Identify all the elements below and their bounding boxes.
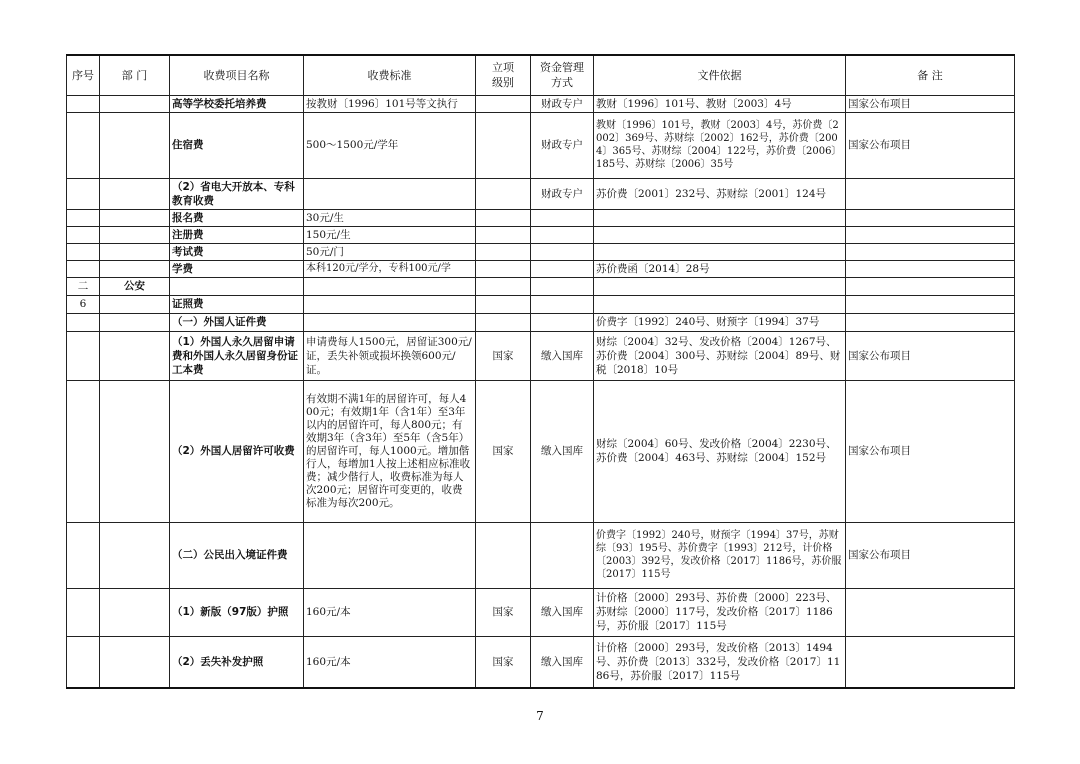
table-row	[67, 112, 1015, 178]
cell-level	[476, 226, 531, 243]
cell-note	[846, 209, 1015, 226]
cell-basis	[594, 209, 846, 226]
fee-schedule-table	[66, 54, 1015, 689]
cell-basis: 苏价费〔2001〕232号、苏财综〔2001〕124号	[594, 178, 846, 209]
table-row	[67, 588, 1015, 636]
table-row	[67, 243, 1015, 260]
cell-basis	[594, 277, 846, 295]
cell-note: 国家公布项目	[846, 380, 1015, 522]
cell-dept	[100, 588, 170, 636]
table-row	[67, 295, 1015, 313]
cell-basis	[594, 243, 846, 260]
cell-level	[476, 112, 531, 178]
cell-note	[846, 588, 1015, 636]
cell-note	[846, 636, 1015, 688]
cell-note: 国家公布项目	[846, 331, 1015, 380]
cell-seq: 6	[67, 295, 100, 313]
cell-standard: 有效期不满1年的居留许可，每人400元；有效期1年（含1年）至3年以内的居留许可，每人800元；有效期3年（含3年）至5年（含5年）的居留许可，每人1000元。增加偕行人，每增加1人按上述相应标准收费；减少偕行人，收费标准为每人次200元；居留许可变更的，收费标准为每次200元。	[304, 380, 476, 522]
cell-fund: 缴入国库	[531, 636, 594, 688]
cell-name: 高等学校委托培养费	[170, 95, 304, 112]
cell-dept	[100, 313, 170, 331]
cell-fund	[531, 260, 594, 277]
cell-seq: 二	[67, 277, 100, 295]
cell-seq	[67, 522, 100, 588]
table-header-row	[67, 55, 1015, 95]
cell-standard	[304, 522, 476, 588]
cell-name: 证照费	[170, 295, 304, 313]
cell-standard	[304, 295, 476, 313]
cell-standard: 150元/生	[304, 226, 476, 243]
cell-name	[170, 277, 304, 295]
cell-fund	[531, 313, 594, 331]
cell-standard: 500～1500元/学年	[304, 112, 476, 178]
cell-note	[846, 313, 1015, 331]
header-fund: 资金管理 方式	[531, 55, 594, 95]
cell-name: 注册费	[170, 226, 304, 243]
cell-level	[476, 313, 531, 331]
cell-basis: 价费字〔1992〕240号、财预字〔1994〕37号	[594, 313, 846, 331]
cell-note: 国家公布项目	[846, 95, 1015, 112]
cell-dept	[100, 295, 170, 313]
cell-dept	[100, 112, 170, 178]
cell-seq	[67, 636, 100, 688]
cell-level: 国家	[476, 380, 531, 522]
cell-level	[476, 295, 531, 313]
cell-name: （1）新版（97版）护照	[170, 588, 304, 636]
cell-name: 学费	[170, 260, 304, 277]
cell-seq	[67, 178, 100, 209]
cell-standard: 160元/本	[304, 636, 476, 688]
header-seq: 序号	[67, 55, 100, 95]
cell-standard: 50元/门	[304, 243, 476, 260]
page-number: 7	[536, 709, 544, 723]
cell-basis: 计价格〔2000〕293号，发改价格〔2013〕1494号、苏价费〔2013〕332号，发改价格〔2017〕1186号，苏价服〔2017〕115号	[594, 636, 846, 688]
cell-level	[476, 95, 531, 112]
cell-fund	[531, 243, 594, 260]
cell-fund	[531, 522, 594, 588]
header-basis: 文件依据	[594, 55, 846, 95]
cell-name: （二）公民出入境证件费	[170, 522, 304, 588]
table-row	[67, 331, 1015, 380]
cell-seq	[67, 313, 100, 331]
cell-name: 住宿费	[170, 112, 304, 178]
table-row	[67, 209, 1015, 226]
cell-note	[846, 226, 1015, 243]
table-row	[67, 277, 1015, 295]
cell-seq	[67, 380, 100, 522]
cell-level	[476, 178, 531, 209]
cell-level	[476, 243, 531, 260]
cell-basis	[594, 295, 846, 313]
cell-seq	[67, 588, 100, 636]
cell-basis: 教财〔1996〕101号，教财〔2003〕4号，苏价费〔2002〕369号、苏财综〔2002〕162号，苏价费〔2004〕365号、苏财综〔2004〕122号，苏价费〔2006〕185号、苏财综〔2006〕35号	[594, 112, 846, 178]
cell-name: （一）外国人证件费	[170, 313, 304, 331]
cell-standard: 按教财〔1996〕101号等文执行	[304, 95, 476, 112]
cell-seq	[67, 112, 100, 178]
cell-standard: 30元/生	[304, 209, 476, 226]
cell-seq	[67, 260, 100, 277]
cell-standard	[304, 277, 476, 295]
table-row	[67, 178, 1015, 209]
table-row	[67, 260, 1015, 277]
table-row	[67, 226, 1015, 243]
cell-basis: 苏价费函〔2014〕28号	[594, 260, 846, 277]
cell-name: （1）外国人永久居留申请费和外国人永久居留身份证工本费	[170, 331, 304, 380]
cell-name: （2）外国人居留许可收费	[170, 380, 304, 522]
cell-standard	[304, 178, 476, 209]
cell-standard: 申请费每人1500元，居留证300元/证，丢失补领或损坏换领600元/证。	[304, 331, 476, 380]
header-name: 收费项目名称	[170, 55, 304, 95]
header-standard: 收费标准	[304, 55, 476, 95]
cell-dept: 公安	[100, 277, 170, 295]
cell-level	[476, 277, 531, 295]
cell-note	[846, 243, 1015, 260]
cell-seq	[67, 226, 100, 243]
cell-level	[476, 522, 531, 588]
cell-basis	[594, 226, 846, 243]
cell-standard	[304, 313, 476, 331]
cell-dept	[100, 209, 170, 226]
cell-name: 考试费	[170, 243, 304, 260]
cell-basis: 价费字〔1992〕240号，财预字〔1994〕37号，苏财综〔93〕195号、苏价费字〔1993〕212号，计价格〔2003〕392号，发改价格〔2017〕1186号，苏价服〔2017〕115号	[594, 522, 846, 588]
header-note: 备 注	[846, 55, 1015, 95]
cell-standard: 本科120元/学分，专科100元/学	[304, 260, 476, 277]
cell-note	[846, 277, 1015, 295]
table-row	[67, 313, 1015, 331]
table-row	[67, 95, 1015, 112]
cell-fund: 财政专户	[531, 112, 594, 178]
cell-dept	[100, 636, 170, 688]
cell-seq	[67, 331, 100, 380]
table-row	[67, 636, 1015, 688]
cell-basis: 计价格〔2000〕293号、苏价费〔2000〕223号、苏财综〔2000〕117号，发改价格〔2017〕1186号，苏价服〔2017〕115号	[594, 588, 846, 636]
cell-fund: 缴入国库	[531, 331, 594, 380]
cell-level: 国家	[476, 588, 531, 636]
table-row	[67, 380, 1015, 522]
cell-fund	[531, 209, 594, 226]
cell-fund: 缴入国库	[531, 380, 594, 522]
cell-level	[476, 260, 531, 277]
cell-note	[846, 260, 1015, 277]
cell-name: （2）省电大开放本、专科教育收费	[170, 178, 304, 209]
cell-seq	[67, 209, 100, 226]
cell-basis: 财综〔2004〕60号、发改价格〔2004〕2230号、苏价费〔2004〕463号、苏财综〔2004〕152号	[594, 380, 846, 522]
cell-note: 国家公布项目	[846, 522, 1015, 588]
cell-fund	[531, 226, 594, 243]
cell-dept	[100, 260, 170, 277]
cell-seq	[67, 95, 100, 112]
cell-dept	[100, 95, 170, 112]
cell-note	[846, 178, 1015, 209]
cell-level: 国家	[476, 331, 531, 380]
cell-dept	[100, 331, 170, 380]
cell-fund: 缴入国库	[531, 588, 594, 636]
header-dept: 部 门	[100, 55, 170, 95]
cell-seq	[67, 243, 100, 260]
cell-name: （2）丢失补发护照	[170, 636, 304, 688]
cell-basis: 财综〔2004〕32号、发改价格〔2004〕1267号、苏价费〔2004〕300号、苏财综〔2004〕89号、财税〔2018〕10号	[594, 331, 846, 380]
cell-dept	[100, 243, 170, 260]
cell-fund	[531, 295, 594, 313]
cell-fund	[531, 277, 594, 295]
cell-standard: 160元/本	[304, 588, 476, 636]
cell-note: 国家公布项目	[846, 112, 1015, 178]
table-row	[67, 522, 1015, 588]
cell-dept	[100, 178, 170, 209]
cell-dept	[100, 226, 170, 243]
cell-note	[846, 295, 1015, 313]
cell-dept	[100, 522, 170, 588]
header-level: 立项 级别	[476, 55, 531, 95]
cell-fund: 财政专户	[531, 178, 594, 209]
cell-fund: 财政专户	[531, 95, 594, 112]
cell-level: 国家	[476, 636, 531, 688]
cell-basis: 教财〔1996〕101号、教财〔2003〕4号	[594, 95, 846, 112]
cell-name: 报名费	[170, 209, 304, 226]
cell-dept	[100, 380, 170, 522]
cell-level	[476, 209, 531, 226]
